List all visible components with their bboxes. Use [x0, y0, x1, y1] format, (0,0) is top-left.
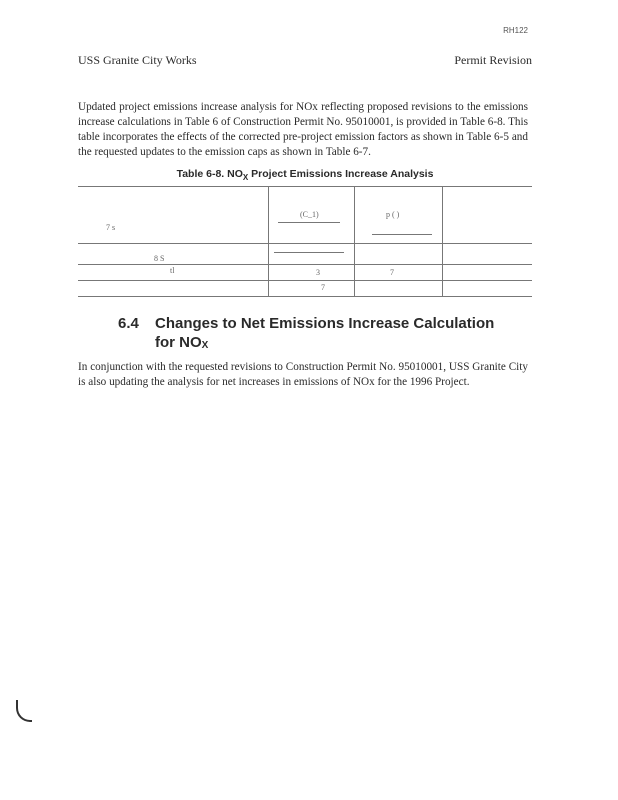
table-row-label-1: 7 s — [106, 223, 116, 232]
section-heading — [118, 314, 494, 355]
page-header — [78, 53, 532, 68]
table-rule-bottom — [78, 296, 532, 297]
table-rule-row3 — [78, 264, 532, 265]
table-title-sub: X — [242, 173, 249, 183]
table-header-rule — [278, 222, 340, 223]
section-number: 6.4 — [118, 315, 139, 332]
table-rule-row4 — [78, 280, 532, 281]
table-col-header-1: (C_1) — [300, 210, 319, 219]
table-header-rule-2 — [372, 234, 432, 235]
table-title-prefix: Table 6-8. NO — [176, 168, 243, 180]
table-col-header-2: p ( ) — [386, 210, 400, 219]
table-title-suffix: Project Emissions Increase Analysis — [248, 168, 434, 180]
emissions-table — [78, 181, 532, 299]
table-value-3: 7 — [321, 283, 325, 292]
table-row-label-2: 8 S — [154, 254, 165, 263]
table-title — [78, 168, 532, 182]
header-left-title: USS Granite City Works — [78, 53, 197, 67]
table-row-label-3: tl — [170, 266, 175, 275]
table-value-2: 7 — [390, 268, 394, 277]
intro-paragraph: Updated project emissions increase analysis for NOx reflecting proposed revisions to the emissions increase calculations in Table 6 of Construction Permit No. 95010001, is provided in Table 6-8. This table incorporates the effects of the corrected pre-project emission factors as shown in Table 6-5 and the requested updates to the emission caps as shown in Table 6-7. — [78, 101, 528, 158]
section-paragraph: In conjunction with the requested revisions to Construction Permit No. 95010001, USS Granite City is also updating the analysis for net increases in emissions of NOx for the 1996 Project. — [78, 361, 528, 388]
scan-artifact-mark — [16, 700, 32, 722]
page-number: RH122 — [503, 26, 528, 35]
section-title-sub: X — [201, 340, 209, 351]
header-right-title: Permit Revision — [454, 53, 532, 67]
table-rule-top — [78, 186, 532, 187]
section-title-line2: for NO — [155, 334, 202, 351]
section-title-line1: Changes to Net Emissions Increase Calculation — [155, 315, 495, 332]
table-rule-row2 — [274, 252, 344, 253]
table-value-1: 3 — [316, 268, 320, 277]
table-rule-mid — [78, 243, 532, 244]
